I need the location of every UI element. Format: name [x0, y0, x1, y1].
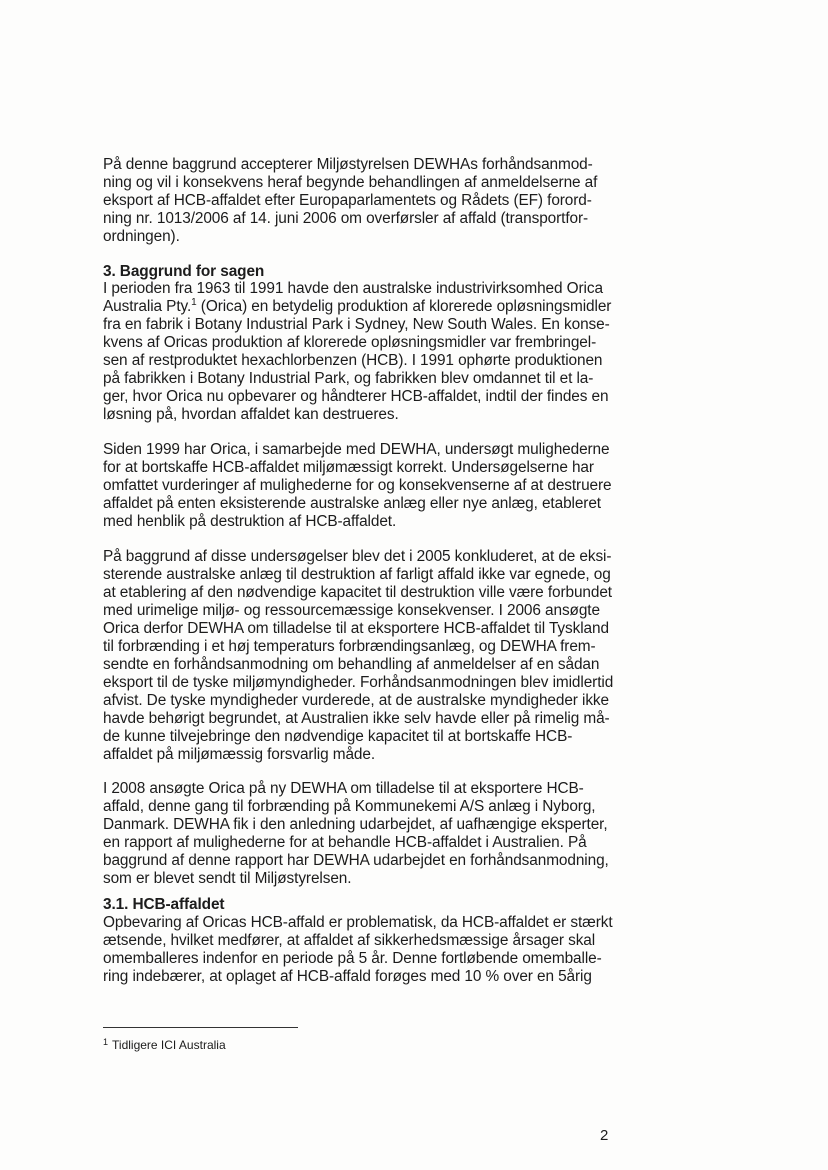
paragraph-2-line: ger, hvor Orica nu opbevarer og håndterer HCB-affaldet, indtil der findes en [103, 388, 609, 405]
footnote [103, 1038, 226, 1053]
paragraph-4-line: til forbrænding i et høj temperaturs forbrændingsanlæg, og DEWHA frem- [103, 638, 596, 655]
paragraph-4-line: afvist. De tyske myndigheder vurderede, at de australske myndigheder ikke [103, 692, 609, 709]
paragraph-1-line: ordningen). [103, 228, 180, 245]
paragraph-2-text: Australia Pty. [103, 298, 192, 315]
paragraph-2-line: I perioden fra 1963 til 1991 havde den australske industrivirksomhed Orica [103, 280, 603, 297]
paragraph-3-line: omfattet vurderinger af mulighederne for og konsekvenserne af at destruere [103, 477, 612, 494]
paragraph-3-line: for at bortskaffe HCB-affaldet miljømæssigt korrekt. Undersøgelserne har [103, 459, 594, 476]
footnote-reference: 1 [191, 297, 197, 308]
footnote-text: Tidligere ICI Australia [112, 1038, 226, 1052]
paragraph-1-line: eksport af HCB-affaldet efter Europaparlamentets og Rådets (EF) forord- [103, 192, 592, 209]
paragraph-5-line: en rapport af mulighederne for at behandle HCB-affaldet i Australien. På [103, 834, 587, 851]
paragraph-4-line: havde behørigt begrundet, at Australien ikke selv havde eller på rimelig må- [103, 710, 610, 727]
paragraph-4-line: På baggrund af disse undersøgelser blev det i 2005 konkluderet, at de eksi- [103, 548, 612, 565]
paragraph-1-line: På denne baggrund accepterer Miljøstyrelsen DEWHAs forhåndsanmod- [103, 156, 593, 173]
paragraph-4-line: sterende australske anlæg til destruktion af farligt affald ikke var egnede, og [103, 566, 611, 583]
paragraph-5-line: I 2008 ansøgte Orica på ny DEWHA om tilladelse til at eksportere HCB- [103, 780, 584, 797]
footnote-mark: 1 [103, 1037, 109, 1047]
paragraph-6-line: ring indebærer, at oplaget af HCB-affald forøges med 10 % over en 5årig [103, 968, 592, 985]
paragraph-4-line: de kunne tilvejebringe den nødvendige kapacitet til at bortskaffe HCB- [103, 728, 573, 745]
paragraph-4-line: Orica derfor DEWHA om tilladelse til at eksportere HCB-affaldet til Tyskland [103, 620, 609, 637]
paragraph-4-line: sendte en forhåndsanmodning om behandling af anmeldelser af en sådan [103, 656, 600, 673]
paragraph-3-line: Siden 1999 har Orica, i samarbejde med DEWHA, undersøgt mulighederne [103, 441, 610, 458]
paragraph-5-line: affald, denne gang til forbrænding på Kommunekemi A/S anlæg i Nyborg, [103, 798, 596, 815]
page-number: 2 [600, 1127, 609, 1144]
paragraph-4-line: med urimelige miljø- og ressourcemæssige konsekvenser. I 2006 ansøgte [103, 602, 600, 619]
paragraph-5-line: som er blevet sendt til Miljøstyrelsen. [103, 870, 352, 887]
paragraph-3-line: med henblik på destruktion af HCB-affaldet. [103, 513, 397, 530]
paragraph-5-line: Danmark. DEWHA fik i den anledning udarbejdet, af uafhængige eksperter, [103, 816, 608, 833]
paragraph-2-line: kvens af Oricas produktion af klorerede opløsningsmidler var frembringel- [103, 334, 597, 351]
paragraph-2-line: sen af restproduktet hexachlorbenzen (HCB). I 1991 ophørte produktionen [103, 352, 603, 369]
paragraph-4-line: affaldet på miljømæssig forsvarlig måde. [103, 746, 375, 763]
footnote-separator [103, 1027, 298, 1028]
paragraph-5-line: baggrund af denne rapport har DEWHA udarbejdet en forhåndsanmodning, [103, 852, 609, 869]
paragraph-3-line: affaldet på enten eksisterende australske anlæg eller nye anlæg, etableret [103, 495, 601, 512]
paragraph-1-line: ning og vil i konsekvens heraf begynde behandlingen af anmeldelserne af [103, 174, 598, 191]
paragraph-1-line: ning nr. 1013/2006 af 14. juni 2006 om overførsler af affald (transportfor- [103, 210, 589, 227]
section-heading-3-1: 3.1. HCB-affaldet [103, 896, 225, 913]
paragraph-4-line: at etablering af den nødvendige kapacitet til destruktion ville være forbundet [103, 584, 612, 601]
paragraph-2-line [103, 298, 611, 318]
paragraph-6-line: Opbevaring af Oricas HCB-affald er problematisk, da HCB-affaldet er stærkt [103, 914, 613, 931]
paragraph-2-line: på fabrikken i Botany Industrial Park, og fabrikken blev omdannet til et la- [103, 370, 594, 387]
paragraph-2-text: (Orica) en betydelig produktion af klorerede opløsningsmidler [200, 298, 612, 315]
section-heading-3: 3. Baggrund for sagen [103, 263, 265, 280]
paragraph-6-line: ætsende, hvilket medfører, at affaldet af sikkerhedsmæssige årsager skal [103, 932, 596, 949]
paragraph-2-line: løsning på, hvordan affaldet kan destrueres. [103, 406, 399, 423]
paragraph-6-line: omemballeres indenfor en periode på 5 år. Denne fortløbende omemballe- [103, 950, 602, 967]
paragraph-2-line: fra en fabrik i Botany Industrial Park i Sydney, New South Wales. En konse- [103, 316, 610, 333]
paragraph-4-line: eksport til de tyske miljømyndigheder. Forhåndsanmodningen blev imidlertid [103, 674, 614, 691]
